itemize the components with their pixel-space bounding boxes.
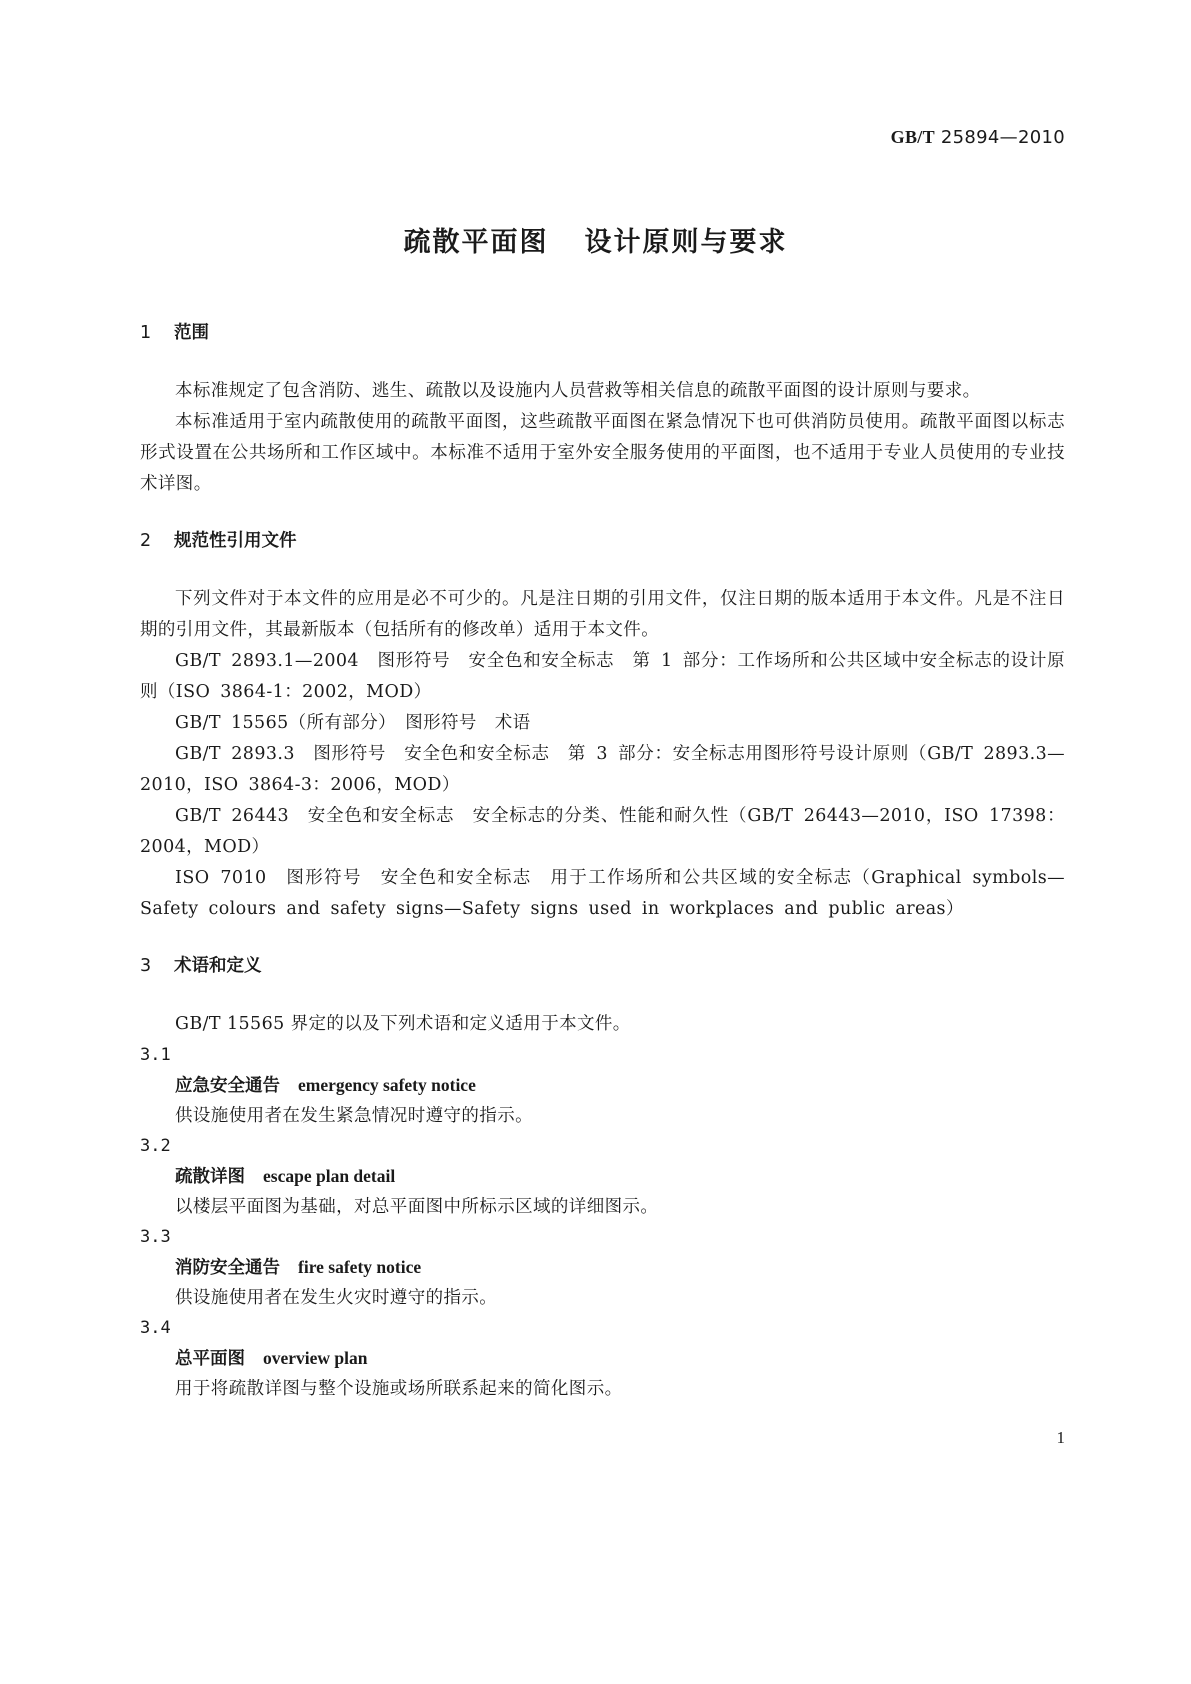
term-name-zh: 总平面图: [175, 1349, 245, 1369]
section-2-heading: [140, 526, 1065, 556]
section-3-heading: [140, 951, 1065, 981]
terms-intro: GB/T 15565 界定的以及下列术语和定义适用于本文件。: [175, 1014, 631, 1034]
reference-item: GB/T 26443 安全色和安全标志 安全标志的分类、性能和耐久性（GB/T 26443—2010，ISO 17398：2004，MOD）: [140, 806, 1065, 857]
standard-prefix: GB/T: [890, 127, 935, 147]
term-definition: 以楼层平面图为基础，对总平面图中所标示区域的详细图示。: [175, 1197, 659, 1217]
term-number: 3.1: [140, 1045, 171, 1065]
term-name: [140, 1343, 1065, 1374]
section-number: 2: [140, 531, 152, 551]
term-name-en: fire safety notice: [298, 1257, 422, 1277]
term-definition: 供设施使用者在发生紧急情况时遵守的指示。: [175, 1106, 533, 1126]
section-1-heading: [140, 318, 1065, 348]
title-part-2: 设计原则与要求: [584, 227, 788, 258]
term-name: [140, 1070, 1065, 1101]
reference-item: GB/T 15565（所有部分） 图形符号 术语: [175, 713, 531, 733]
term-name-zh: 疏散详图: [175, 1167, 245, 1187]
document-body: [140, 318, 1065, 1404]
section-number: 1: [140, 323, 152, 343]
term-name-en: escape plan detail: [263, 1166, 396, 1186]
reference-item: GB/T 2893.1—2004 图形符号 安全色和安全标志 第 1 部分：工作场所和公共区域中安全标志的设计原则（ISO 3864-1：2002，MOD）: [140, 651, 1065, 702]
document-title: [0, 220, 1191, 259]
term-number: 3.4: [140, 1318, 171, 1338]
reference-item: ISO 7010 图形符号 安全色和安全标志 用于工作场所和公共区域的安全标志（Graphical symbols—Safety colours and safety signs—Safety signs used in workplaces and public areas）: [140, 868, 1065, 919]
term-name: [140, 1252, 1065, 1283]
term-name-zh: 应急安全通告: [175, 1076, 280, 1096]
section-title: 范围: [174, 323, 209, 343]
section-title: 规范性引用文件: [174, 531, 297, 551]
standard-code: 25894—2010: [940, 127, 1065, 148]
term-definition: 供设施使用者在发生火灾时遵守的指示。: [175, 1288, 498, 1308]
references-intro: 下列文件对于本文件的应用是必不可少的。凡是注日期的引用文件，仅注日期的版本适用于本文件。凡是不注日期的引用文件，其最新版本（包括所有的修改单）适用于本文件。: [140, 589, 1065, 640]
term-number: 3.3: [140, 1227, 171, 1247]
term-name-en: overview plan: [263, 1348, 368, 1368]
scope-paragraph: 本标准适用于室内疏散使用的疏散平面图，这些疏散平面图在紧急情况下也可供消防员使用。疏散平面图以标志形式设置在公共场所和工作区域中。本标准不适用于室外安全服务使用的平面图，也不适用于专业人员使用的专业技术详图。: [140, 412, 1065, 494]
scope-paragraph: 本标准规定了包含消防、逃生、疏散以及设施内人员营救等相关信息的疏散平面图的设计原则与要求。: [175, 381, 981, 401]
section-number: 3: [140, 956, 152, 976]
reference-item: GB/T 2893.3 图形符号 安全色和安全标志 第 3 部分：安全标志用图形符号设计原则（GB/T 2893.3—2010，ISO 3864-3：2006，MOD）: [140, 744, 1065, 795]
title-part-1: 疏散平面图: [403, 227, 549, 258]
standard-number: [891, 127, 1065, 148]
term-name-zh: 消防安全通告: [175, 1258, 280, 1278]
page-number: 1: [1056, 1428, 1065, 1447]
term-name: [140, 1161, 1065, 1192]
term-number: 3.2: [140, 1136, 171, 1156]
section-title: 术语和定义: [174, 956, 262, 976]
term-name-en: emergency safety notice: [298, 1075, 476, 1095]
term-definition: 用于将疏散详图与整个设施或场所联系起来的简化图示。: [175, 1379, 623, 1399]
